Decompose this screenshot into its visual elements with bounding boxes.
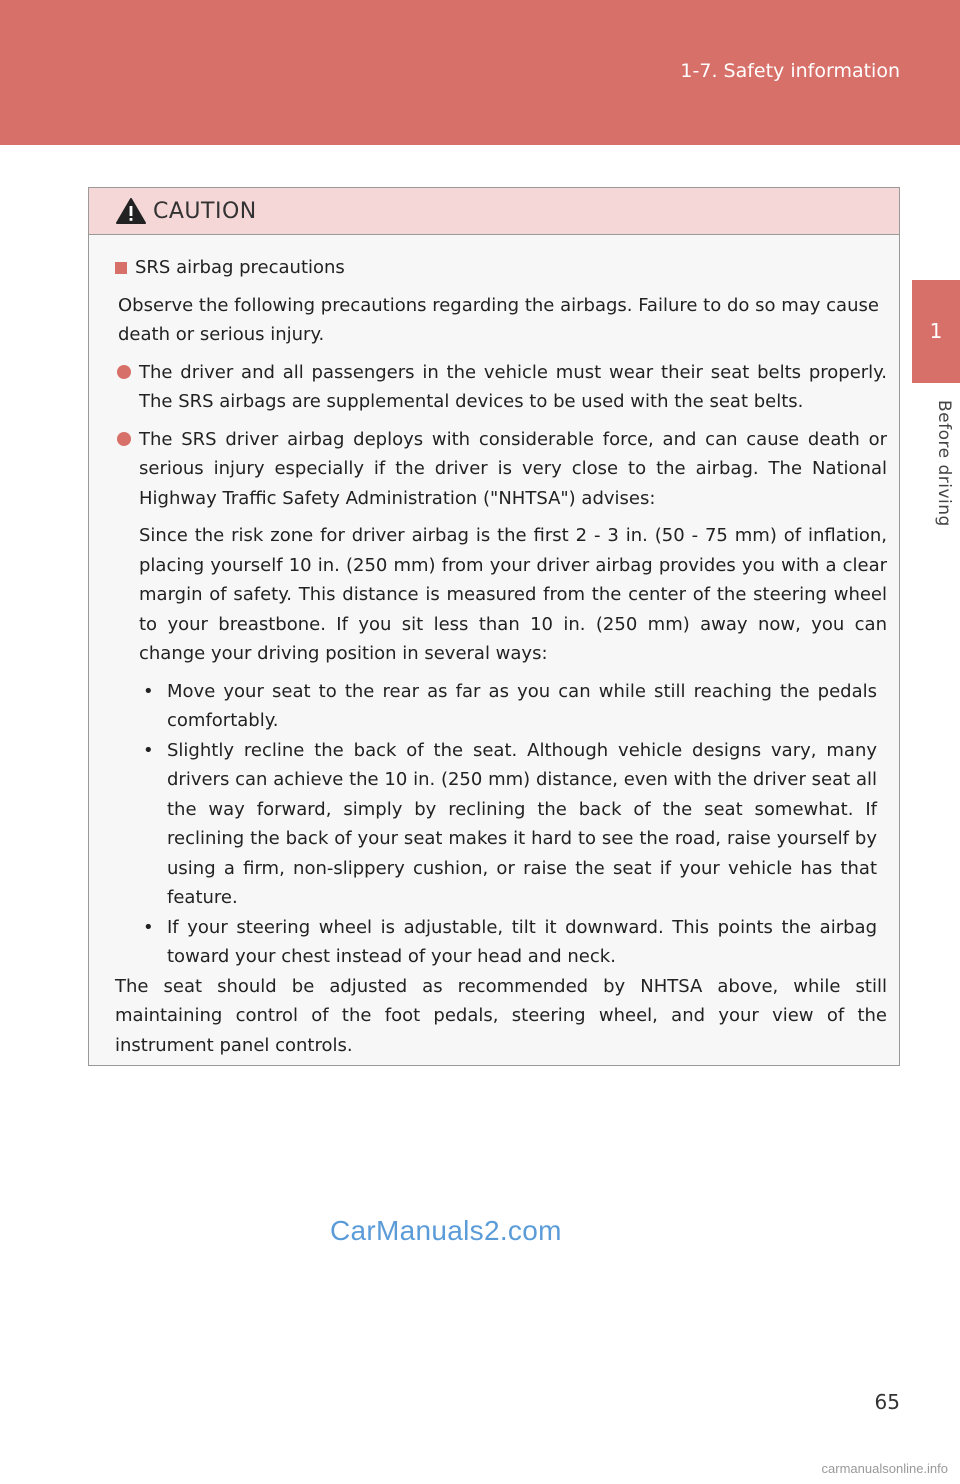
caution-header xyxy=(89,188,899,235)
warning-triangle-icon xyxy=(115,197,147,225)
dot-marker-icon: • xyxy=(143,680,154,702)
dot-marker-icon: • xyxy=(143,916,154,938)
sub-list-item xyxy=(139,913,889,972)
bullet-dot-icon xyxy=(117,365,131,379)
page-number: 65 xyxy=(874,1390,900,1414)
caution-label: CAUTION xyxy=(153,198,257,224)
chapter-tab: 1 xyxy=(912,280,960,383)
page-header xyxy=(0,0,960,145)
bullet-text: The driver and all passengers in the vehicle must wear their seat belts properly. The SRS airbags are supplemental devices to be used with the seat belts. xyxy=(139,361,887,412)
sub-list-item xyxy=(139,677,889,736)
caution-box xyxy=(88,187,900,1066)
caution-content xyxy=(89,235,899,1060)
list-item xyxy=(115,425,889,514)
section-title: 1-7. Safety information xyxy=(680,60,900,82)
subsection-heading xyxy=(115,253,889,283)
dot-marker-icon: • xyxy=(143,739,154,761)
sub-item-text: Move your seat to the rear as far as you can while still reaching the pedals comfortably. xyxy=(167,680,877,731)
sub-item-text: Slightly recline the back of the seat. Although vehicle designs vary, many drivers can achieve the 10 in. (250 mm) distance, even with the driver seat all the way forward, simply by reclining the back of the seat somewhat. If reclining the back of your seat makes it hard to see the road, raise yourself by using a firm, non-slippery cushion, or raise the seat if your vehicle has that feature. xyxy=(167,739,877,908)
chapter-name: Before driving xyxy=(934,400,954,527)
square-bullet-icon xyxy=(115,262,127,274)
intro-text: Observe the following precautions regarding the airbags. Failure to do so may cause death or serious injury. xyxy=(118,294,879,345)
bullet-text: The SRS driver airbag deploys with considerable force, and can cause death or serious injury especially if the driver is very close to the airbag. The National Highway Traffic Safety Administration ("NHTSA") advises: xyxy=(139,428,887,509)
site-footer: carmanualsonline.info xyxy=(821,1461,948,1476)
list-item xyxy=(115,358,889,417)
bullet-dot-icon xyxy=(117,432,131,446)
sub-list-item xyxy=(139,736,889,913)
sub-list xyxy=(115,677,889,972)
nhtsa-quote: Since the risk zone for driver airbag is the first 2 - 3 in. (50 - 75 mm) of inflation, placing yourself 10 in. (250 mm) from your driver airbag provides you with a clear margin of safety. This distance is measured from the center of the steering wheel to your breastbone. If you sit less than 10 in. (250 mm) away now, you can change your driving position in several ways: xyxy=(139,525,887,664)
subsection-title: SRS airbag precautions xyxy=(135,257,345,278)
watermark: CarManuals2.com xyxy=(330,1215,562,1246)
closing-text: The seat should be adjusted as recommended by NHTSA above, while still maintaining control of the foot pedals, steering wheel, and your view of the instrument panel controls. xyxy=(115,975,887,1056)
sub-item-text: If your steering wheel is adjustable, tilt it downward. This points the airbag toward your chest instead of your head and neck. xyxy=(167,916,877,967)
